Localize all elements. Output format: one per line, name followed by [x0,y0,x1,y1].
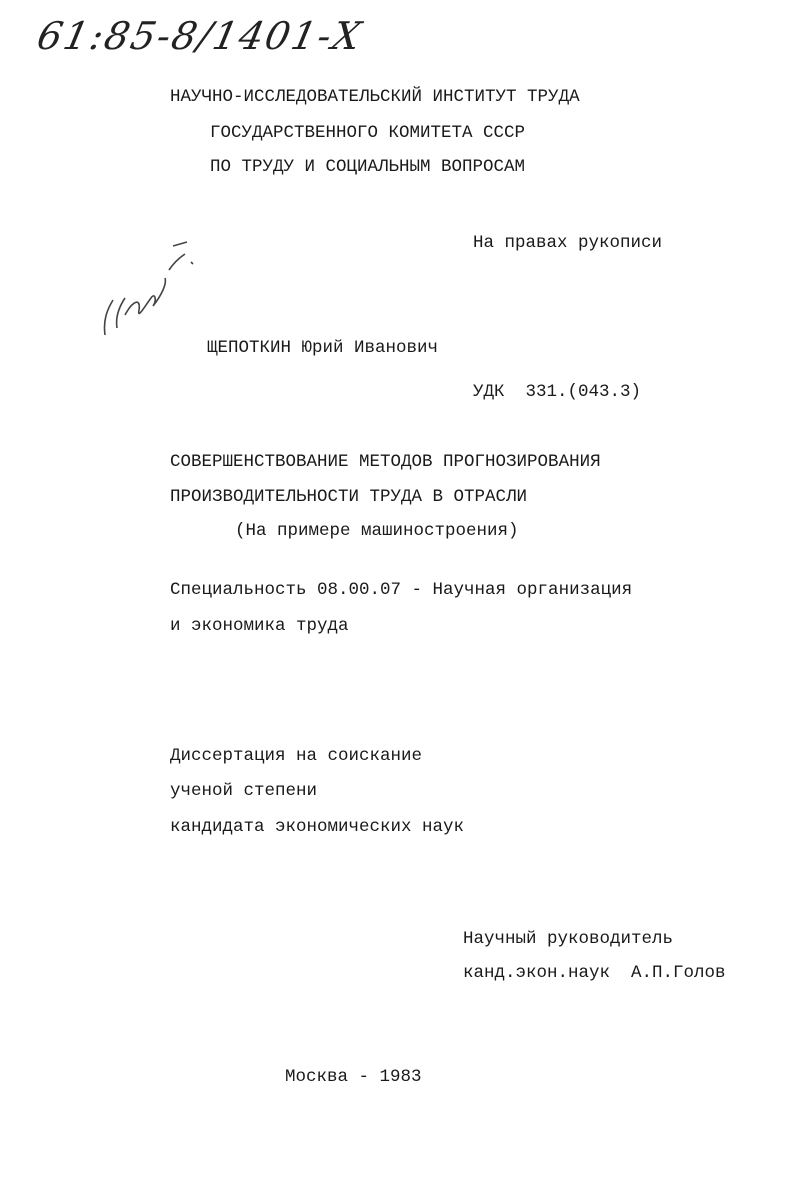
specialty-line-1: Специальность 08.00.07 - Научная организация [170,580,633,600]
institute-line-3: ПО ТРУДУ И СОЦИАЛЬНЫМ ВОПРОСАМ [210,157,526,177]
author-name: ЩЕПОТКИН Юрий Иванович [207,338,439,358]
dissertation-line-1: Диссертация на соискание [170,746,423,766]
signature-scribble [95,240,205,340]
archive-code-handwritten: 61:85-8/1401-Х [33,14,367,58]
advisor-name: канд.экон.наук А.П.Голов [463,963,726,983]
dissertation-line-3: кандидата экономических наук [170,817,465,837]
dissertation-line-2: ученой степени [170,781,318,801]
institute-line-1: НАУЧНО-ИССЛЕДОВАТЕЛЬСКИЙ ИНСТИТУТ ТРУДА [170,87,580,107]
institute-line-2: ГОСУДАРСТВЕННОГО КОМИТЕТА СССР [210,123,526,143]
advisor-label: Научный руководитель [463,929,674,949]
title-subtitle: (На примере машиностроения) [235,521,519,541]
title-line-1: СОВЕРШЕНСТВОВАНИЕ МЕТОДОВ ПРОГНОЗИРОВАНИЯ [170,452,601,472]
place-year: Москва - 1983 [285,1067,422,1087]
specialty-line-2: и экономика труда [170,616,349,636]
udc-code: УДК 331.(043.3) [473,382,642,402]
manuscript-rights: На правах рукописи [473,233,663,253]
title-line-2: ПРОИЗВОДИТЕЛЬНОСТИ ТРУДА В ОТРАСЛИ [170,487,528,507]
